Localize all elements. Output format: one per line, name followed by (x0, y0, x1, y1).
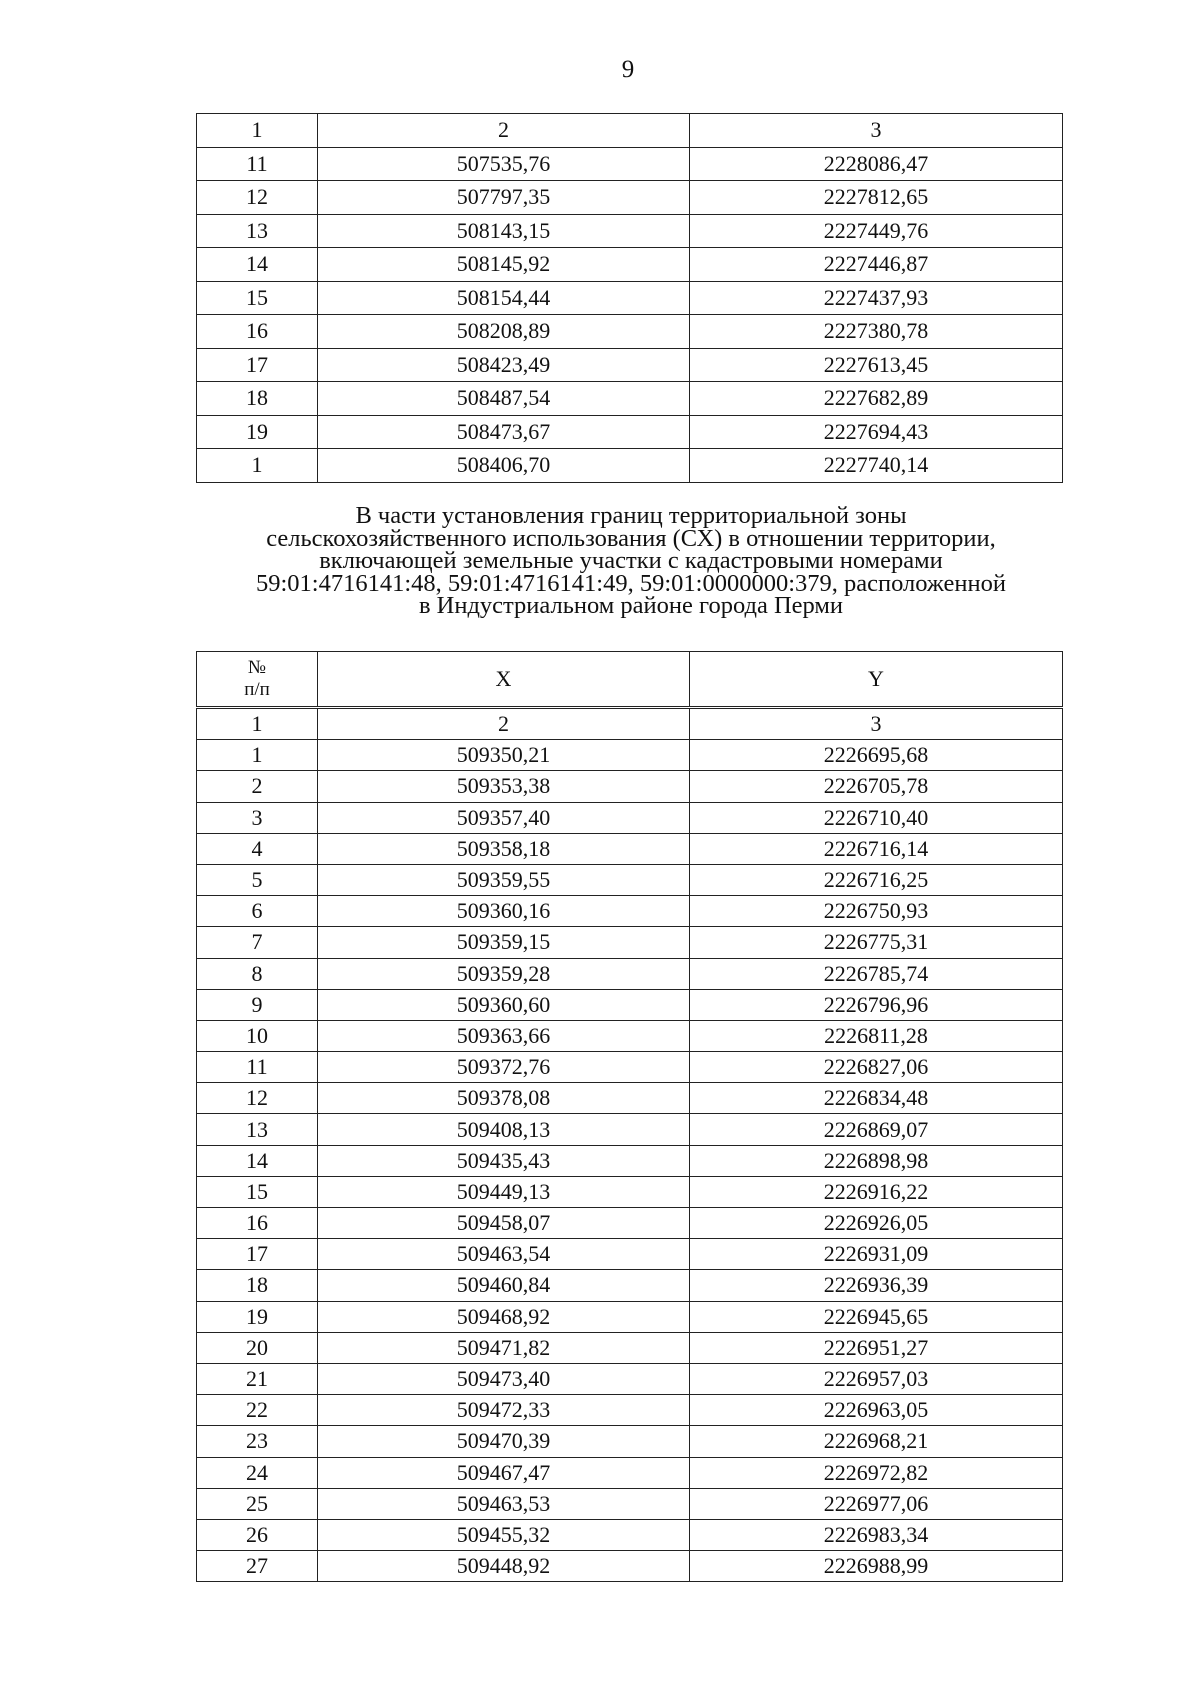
y-coordinate-cell: 2227812,65 (690, 181, 1063, 215)
table-row (197, 1551, 1063, 1582)
table-row (197, 248, 1063, 282)
point-number-cell: 10 (197, 1020, 318, 1051)
table-row (197, 1488, 1063, 1519)
y-coordinate-cell: 2227682,89 (690, 382, 1063, 416)
x-coordinate-cell: 509463,53 (318, 1488, 690, 1519)
y-coordinate-cell: 2226945,65 (690, 1301, 1063, 1332)
y-coordinate-cell: 2226957,03 (690, 1363, 1063, 1394)
y-coordinate-cell: 2226716,25 (690, 864, 1063, 895)
column-number-3: 3 (690, 708, 1063, 740)
x-coordinate-cell: 509471,82 (318, 1332, 690, 1363)
x-coordinate-cell: 509448,92 (318, 1551, 690, 1582)
x-coordinate-cell: 509473,40 (318, 1363, 690, 1394)
point-number-cell: 19 (197, 1301, 318, 1332)
point-number-cell: 20 (197, 1332, 318, 1363)
point-order-label: п/п (244, 679, 270, 700)
point-number-cell: 1 (197, 740, 318, 771)
x-coordinate-cell: 509359,28 (318, 958, 690, 989)
table-row (197, 315, 1063, 349)
table-row (197, 415, 1063, 449)
table-row (197, 1083, 1063, 1114)
y-coordinate-cell: 2227437,93 (690, 281, 1063, 315)
x-coordinate-header: X (318, 652, 690, 708)
section-heading-line: 59:01:4716141:48, 59:01:4716141:49, 59:01:0000000:379, расположенной (256, 569, 1006, 597)
point-number-cell: 16 (197, 315, 318, 349)
section-heading-line: В части установления границ территориальной зоны (355, 502, 907, 529)
point-number-cell: 27 (197, 1551, 318, 1582)
number-sign-label: № (247, 657, 267, 679)
x-coordinate-cell: 509408,13 (318, 1114, 690, 1145)
y-coordinate-cell: 2226931,09 (690, 1239, 1063, 1270)
column-number-3: 3 (690, 114, 1063, 148)
point-number-cell: 1 (197, 449, 318, 483)
table-row (197, 771, 1063, 802)
x-coordinate-cell: 508143,15 (318, 214, 690, 248)
section-heading-line: сельскохозяйственного использования (СХ) в отношении территории, (266, 524, 996, 552)
y-coordinate-cell: 2226977,06 (690, 1488, 1063, 1519)
table-row (197, 740, 1063, 771)
x-coordinate-cell: 507797,35 (318, 181, 690, 215)
point-number-cell: 16 (197, 1208, 318, 1239)
coordinates-table-body (197, 708, 1063, 1582)
table-row (197, 927, 1063, 958)
x-coordinate-cell: 509359,15 (318, 927, 690, 958)
column-number-1: 1 (197, 114, 318, 148)
point-number-cell: 17 (197, 1239, 318, 1270)
point-number-cell: 18 (197, 382, 318, 416)
y-coordinate-cell: 2226811,28 (690, 1020, 1063, 1051)
y-coordinate-cell: 2227449,76 (690, 214, 1063, 248)
y-coordinate-cell: 2226750,93 (690, 896, 1063, 927)
x-coordinate-cell: 509358,18 (318, 833, 690, 864)
y-coordinate-cell: 2226936,39 (690, 1270, 1063, 1301)
point-number-cell: 22 (197, 1395, 318, 1426)
y-coordinate-cell: 2226785,74 (690, 958, 1063, 989)
table-row (197, 181, 1063, 215)
point-number-cell: 15 (197, 281, 318, 315)
table-row (197, 1052, 1063, 1083)
column-number-2: 2 (318, 708, 690, 740)
y-coordinate-cell: 2226988,99 (690, 1551, 1063, 1582)
table-row (197, 147, 1063, 181)
point-number-cell: 8 (197, 958, 318, 989)
table-row (197, 1239, 1063, 1270)
y-coordinate-cell: 2226827,06 (690, 1052, 1063, 1083)
section-heading-line: включающей земельные участки с кадастровыми номерами (319, 547, 943, 574)
table-row (197, 449, 1063, 483)
y-coordinate-cell: 2227613,45 (690, 348, 1063, 382)
column-number-2: 2 (318, 114, 690, 148)
x-coordinate-cell: 508154,44 (318, 281, 690, 315)
x-coordinate-cell: 507535,76 (318, 147, 690, 181)
y-coordinate-cell: 2226834,48 (690, 1083, 1063, 1114)
point-number-cell: 24 (197, 1457, 318, 1488)
point-number-cell: 23 (197, 1426, 318, 1457)
table-row (197, 1208, 1063, 1239)
x-coordinate-cell: 509472,33 (318, 1395, 690, 1426)
table-row (197, 1114, 1063, 1145)
x-coordinate-cell: 509467,47 (318, 1457, 690, 1488)
table-row (197, 1395, 1063, 1426)
x-coordinate-cell: 509360,16 (318, 896, 690, 927)
point-number-cell: 15 (197, 1176, 318, 1207)
coordinates-table-continued (196, 113, 1063, 483)
x-coordinate-cell: 509359,55 (318, 864, 690, 895)
table-row (197, 1301, 1063, 1332)
point-number-cell: 17 (197, 348, 318, 382)
table-row (197, 214, 1063, 248)
point-number-cell: 4 (197, 833, 318, 864)
point-number-cell: 12 (197, 1083, 318, 1114)
table-row (197, 864, 1063, 895)
table-row (197, 1426, 1063, 1457)
table-row (197, 896, 1063, 927)
x-coordinate-cell: 509360,60 (318, 989, 690, 1020)
table-row (197, 1332, 1063, 1363)
y-coordinate-cell: 2226963,05 (690, 1395, 1063, 1426)
table-row (197, 382, 1063, 416)
y-coordinate-cell: 2228086,47 (690, 147, 1063, 181)
point-number-cell: 7 (197, 927, 318, 958)
table-row (197, 1270, 1063, 1301)
y-coordinate-cell: 2226775,31 (690, 927, 1063, 958)
table-row (197, 1020, 1063, 1051)
point-number-cell: 18 (197, 1270, 318, 1301)
y-coordinate-cell: 2226695,68 (690, 740, 1063, 771)
x-coordinate-cell: 509350,21 (318, 740, 690, 771)
page-number: 9 (621, 56, 635, 83)
x-coordinate-cell: 509372,76 (318, 1052, 690, 1083)
y-coordinate-cell: 2227694,43 (690, 415, 1063, 449)
y-coordinate-cell: 2226710,40 (690, 802, 1063, 833)
y-coordinate-cell: 2226898,98 (690, 1145, 1063, 1176)
y-coordinate-header: Y (690, 652, 1063, 708)
column-numbering-row (197, 708, 1063, 740)
point-number-cell: 13 (197, 214, 318, 248)
y-coordinate-cell: 2227380,78 (690, 315, 1063, 349)
y-coordinate-cell: 2226968,21 (690, 1426, 1063, 1457)
x-coordinate-cell: 509470,39 (318, 1426, 690, 1457)
point-number-cell: 6 (197, 896, 318, 927)
x-coordinate-cell: 508487,54 (318, 382, 690, 416)
point-number-cell: 3 (197, 802, 318, 833)
y-coordinate-cell: 2226796,96 (690, 989, 1063, 1020)
y-coordinate-cell: 2226983,34 (690, 1519, 1063, 1550)
table-row (197, 1176, 1063, 1207)
y-coordinate-cell: 2226705,78 (690, 771, 1063, 802)
x-coordinate-cell: 508208,89 (318, 315, 690, 349)
x-coordinate-cell: 508406,70 (318, 449, 690, 483)
x-coordinate-cell: 509357,40 (318, 802, 690, 833)
table-row (197, 1519, 1063, 1550)
table-row (197, 1457, 1063, 1488)
x-coordinate-cell: 508423,49 (318, 348, 690, 382)
y-coordinate-cell: 2227446,87 (690, 248, 1063, 282)
y-coordinate-cell: 2226951,27 (690, 1332, 1063, 1363)
y-coordinate-cell: 2227740,14 (690, 449, 1063, 483)
x-coordinate-cell: 509468,92 (318, 1301, 690, 1332)
y-coordinate-cell: 2226916,22 (690, 1176, 1063, 1207)
column-number-1: 1 (197, 708, 318, 740)
table-row (197, 802, 1063, 833)
point-number-cell: 13 (197, 1114, 318, 1145)
table-header-row (197, 652, 1063, 708)
column-numbering-row (197, 114, 1063, 148)
table-row (197, 989, 1063, 1020)
table-row (197, 348, 1063, 382)
y-coordinate-cell: 2226716,14 (690, 833, 1063, 864)
point-number-cell: 25 (197, 1488, 318, 1519)
x-coordinate-cell: 509353,38 (318, 771, 690, 802)
point-number-cell: 11 (197, 1052, 318, 1083)
section-heading (186, 502, 1076, 619)
x-coordinate-cell: 509463,54 (318, 1239, 690, 1270)
x-coordinate-cell: 509378,08 (318, 1083, 690, 1114)
coordinates-table-continued-body (197, 114, 1063, 483)
point-number-cell: 12 (197, 181, 318, 215)
section-heading-line: в Индустриальном районе города Перми (418, 592, 844, 619)
point-number-cell: 5 (197, 864, 318, 895)
coordinates-table (196, 651, 1063, 1582)
point-number-cell: 14 (197, 1145, 318, 1176)
x-coordinate-cell: 509363,66 (318, 1020, 690, 1051)
point-number-header (197, 652, 318, 708)
y-coordinate-cell: 2226972,82 (690, 1457, 1063, 1488)
table-row (197, 1145, 1063, 1176)
point-number-cell: 26 (197, 1519, 318, 1550)
x-coordinate-cell: 509460,84 (318, 1270, 690, 1301)
table-row (197, 281, 1063, 315)
point-number-cell: 2 (197, 771, 318, 802)
point-number-cell: 14 (197, 248, 318, 282)
x-coordinate-cell: 509449,13 (318, 1176, 690, 1207)
table-row (197, 1363, 1063, 1394)
x-coordinate-cell: 508473,67 (318, 415, 690, 449)
table-row (197, 833, 1063, 864)
x-coordinate-cell: 509458,07 (318, 1208, 690, 1239)
x-coordinate-cell: 509455,32 (318, 1519, 690, 1550)
point-number-cell: 9 (197, 989, 318, 1020)
point-number-cell: 19 (197, 415, 318, 449)
x-coordinate-cell: 509435,43 (318, 1145, 690, 1176)
point-number-cell: 21 (197, 1363, 318, 1394)
y-coordinate-cell: 2226869,07 (690, 1114, 1063, 1145)
y-coordinate-cell: 2226926,05 (690, 1208, 1063, 1239)
table-row (197, 958, 1063, 989)
x-coordinate-cell: 508145,92 (318, 248, 690, 282)
point-number-cell: 11 (197, 147, 318, 181)
